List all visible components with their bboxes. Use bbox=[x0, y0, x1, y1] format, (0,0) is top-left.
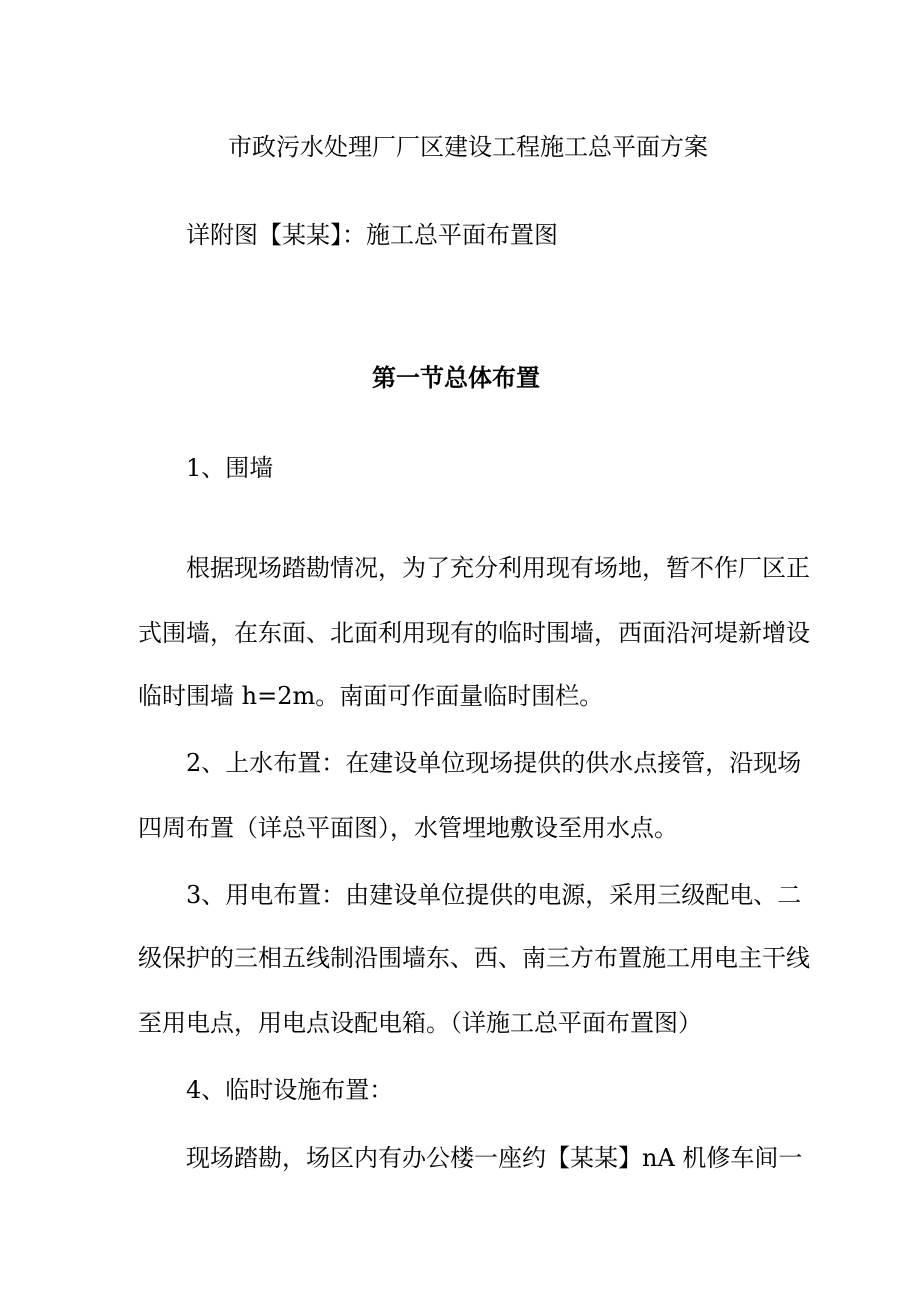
section-heading: 第一节总体布置 bbox=[372, 364, 540, 392]
paragraph-line: 临时围墙 h=2m。南面可作面量临时围栏。 bbox=[138, 682, 604, 710]
attachment-note: 详附图【某某】：施工总平面布置图 bbox=[186, 221, 558, 249]
paragraph-line: 现场踏勘，场区内有办公楼一座约【某某】nA 机修车间一 bbox=[186, 1144, 803, 1172]
paragraph-line: 级保护的三相五线制沿围墙东、西、南三方布置施工用电主干线 bbox=[138, 944, 810, 972]
paragraph-line: 至用电点，用电点设配电箱。（详施工总平面布置图） bbox=[138, 1009, 702, 1037]
paragraph-line: 式围墙，在东面、北面利用现有的临时围墙，西面沿河堤新增设 bbox=[138, 619, 810, 647]
document-title: 市政污水处理厂厂区建设工程施工总平面方案 bbox=[228, 133, 708, 161]
paragraph-line: 2、上水布置：在建设单位现场提供的供水点接管，沿现场 bbox=[186, 749, 802, 777]
paragraph-line: 3、用电布置：由建设单位提供的电源，采用三级配电、二 bbox=[186, 881, 802, 909]
item-1-heading: 1、围墙 bbox=[186, 454, 274, 482]
paragraph-line: 四周布置（详总平面图），水管埋地敷设至用水点。 bbox=[138, 814, 678, 842]
item-4-heading: 4、临时设施布置： bbox=[186, 1076, 394, 1104]
paragraph-line: 根据现场踏勘情况，为了充分利用现有场地，暂不作厂区正 bbox=[186, 554, 810, 582]
